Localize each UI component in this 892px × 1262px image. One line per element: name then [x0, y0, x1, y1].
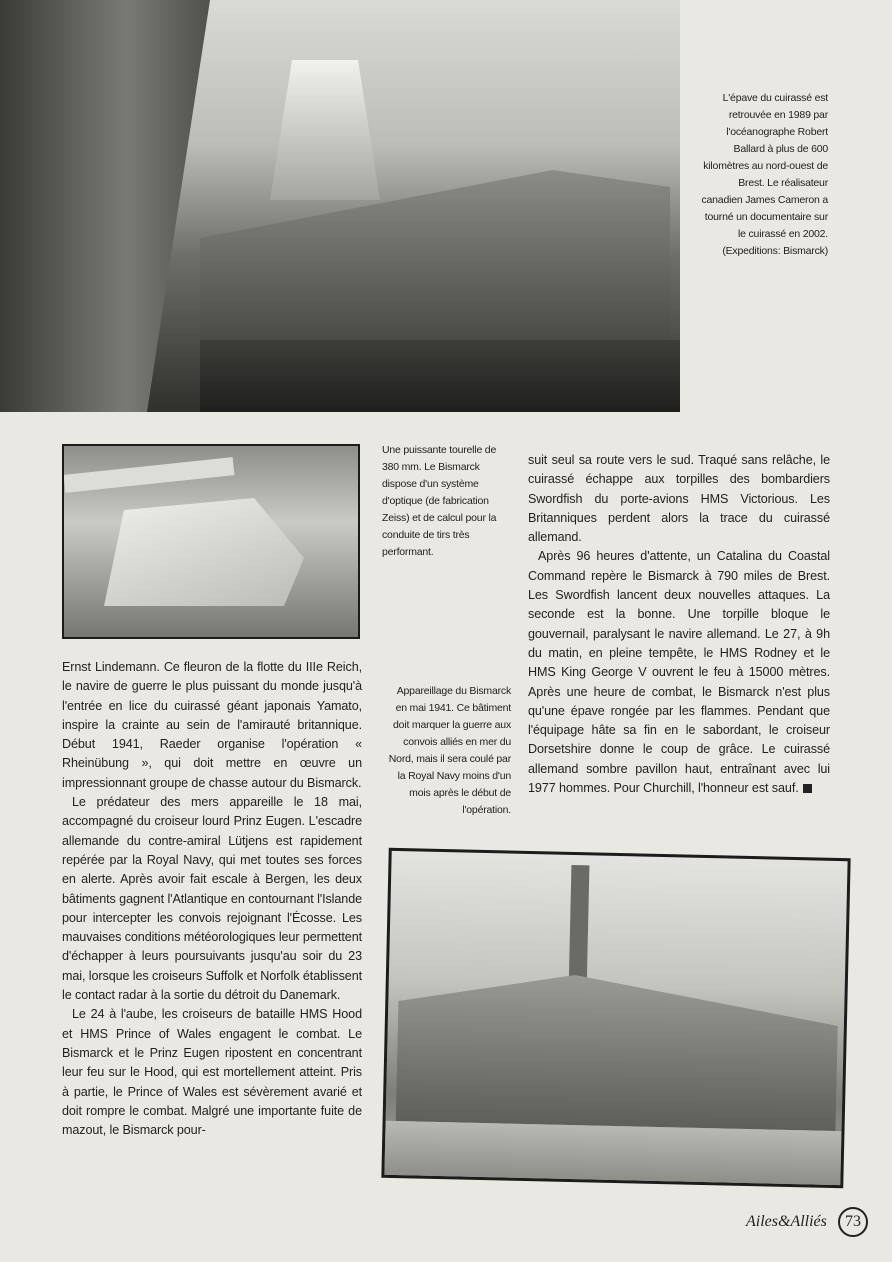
caption-turret-photo: Une puissante tourelle de 380 mm. Le Bismarck dispose d'un système d'optique (de fabrication Zeiss) et de calcul pour la conduite de tirs très performant. [382, 444, 497, 558]
article-paragraph-text: Après 96 heures d'attente, un Catalina du Coastal Command repère le Bismarck à 790 miles de Brest. Les Swordfish lancent deux nouvelles attaques. La seconde est la bonne. Une torpille bloque le gouvernail, paralysant le navire allemand. Le 27, à 9h du matin, en pleine tempête, le HMS Rodney et le HMS King George V ouvrent le feu à 15000 mètres. Après une heure de combat, le Bismarck n'est plus qu'une épave rongée par les flammes. Pendant que l'équipage hâte sa fin en le sabordant, le croiseur Dorsetshire donne le coup de grâce. Le cuirassé allemand sombre pavillon haut, entraînant avec lui 1977 hommes. Pour Churchill, l'honneur est sauf. [528, 549, 830, 796]
caption-top-photo: L'épave du cuirassé est retrouvée en 1989 par l'océanographe Robert Ballard à plus de 600 kilomètres au nord-ouest de Brest. Le réalisateur canadien James Cameron a tourné un documentaire sur le cuirassé en 2002. (Expeditions: Bismarck) [701, 92, 828, 257]
photo-bismarck-bow [0, 0, 680, 412]
photo-gun-turret [62, 444, 360, 639]
article-column-right [528, 451, 830, 798]
quay [384, 1121, 841, 1188]
caption-departure: Appareillage du Bismarck en mai 1941. Ce bâtiment doit marquer la guerre aux convois alliés en mer du Nord, mais il sera coulé par la Royal Navy moins d'un mois après le début de l'opération. [388, 685, 511, 816]
end-of-article-icon [803, 784, 812, 793]
turret-body [104, 486, 304, 606]
article-paragraph: Le 24 à l'aube, les croiseurs de bataille HMS Hood et HMS Prince of Wales engagent le combat. Le Bismarck et le Prinz Eugen ripostent en concentrant leur feu sur le Hood, qui est mortellement atteint. Pris à partie, le Prince of Wales est sévèrement avarié et doit rompre le combat. Malgré une importante fuite de mazout, le Bismarck pour- [62, 1007, 362, 1138]
ship-superstructure [270, 60, 380, 200]
photo-bismarck-harbor [381, 848, 850, 1188]
harbor-water [200, 340, 680, 412]
page-number [838, 1207, 868, 1237]
ship-hull [200, 170, 670, 340]
article-paragraph [528, 547, 830, 798]
article-paragraph: suit seul sa route vers le sud. Traqué sans relâche, le cuirassé échappe aux torpilles des bombardiers Swordfish du porte-avions HMS Victorious. Les Britanniques perdent alors la trace du cuirassé allemand. [528, 453, 830, 545]
article-paragraph: Ernst Lindemann. Ce fleuron de la flotte du IIIe Reich, le navire de guerre le plus puissant du monde jusqu'à l'entrée en lice du cuirassé géant japonais Yamato, inspire la crainte au sein de l'amirauté britannique. Début 1941, Raeder organise l'opération « Rheinübung », qui doit mettre en œuvre un impressionnant groupe de chasse autour du Bismarck. [62, 660, 362, 790]
magazine-brand: Ailes&Alliés [746, 1213, 827, 1230]
article-column-left [62, 658, 362, 1140]
article-paragraph: Le prédateur des mers appareille le 18 mai, accompagné du croiseur lourd Prinz Eugen. L'escadre allemande du contre-amiral Lütjens est rapidement repérée par la Royal Navy, qui met toutes ses forces en alerte. Après avoir fait escale à Bergen, les deux bâtiments gagnent l'Atlantique en contournant l'Islande pour intercepter les convois rejoignant l'Écosse. Les mauvaises conditions météorologiques leur permettent d'échapper à leurs poursuivants jusqu'au soir du 23 mai, lorsque les croiseurs Suffolk et Norfolk établissent le contact radar à la sortie du détroit du Danemark. [62, 795, 363, 1003]
turret-barrel [64, 457, 235, 493]
dock-crane [0, 0, 210, 412]
ship-silhouette [396, 971, 839, 1131]
page-number-text: 73 [845, 1213, 861, 1230]
